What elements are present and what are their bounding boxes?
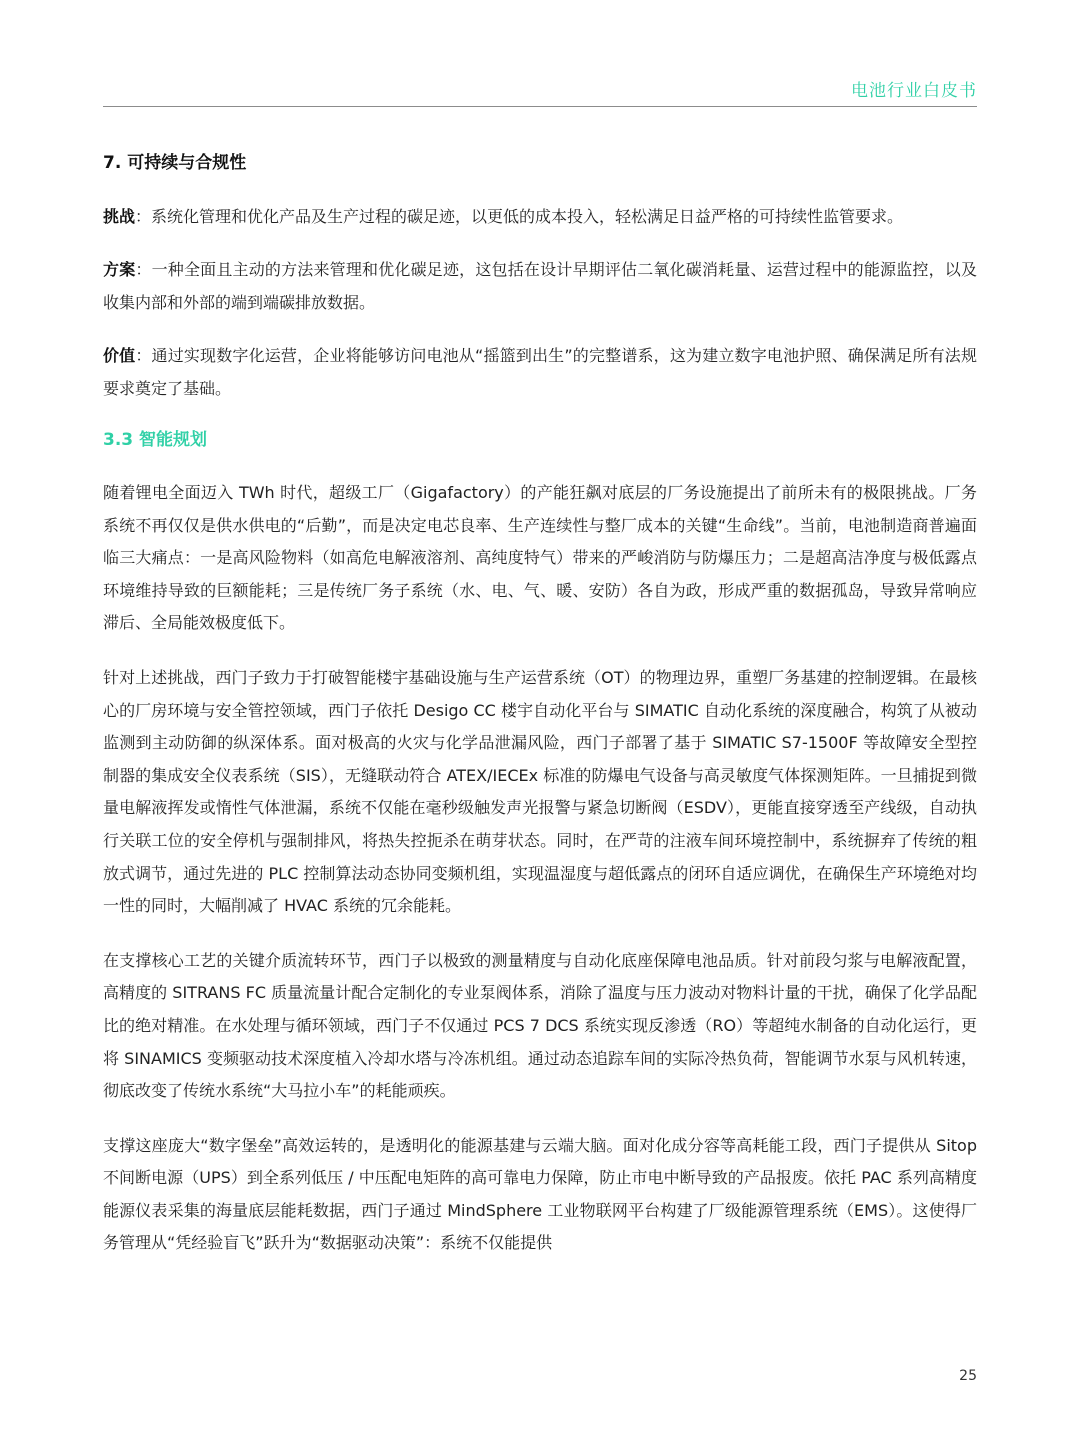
section-heading-sustainability: 7. 可持续与合规性	[103, 153, 247, 173]
body-paragraph: 随着锂电全面迈入 TWh 时代，超级工厂（Gigafactory）的产能狂飙对底层的厂务设施提出了前所未有的极限挑战。厂务系统不再仅仅是供水供电的“后勤”，而是决定电芯良率、生产连续性与整厂成本的关键“生命线”。当前，电池制造商普遍面临三大痛点：一是高风险物料（如高危电解液溶剂、高纯度特气）带来的严峻消防与防爆压力；二是超高洁净度与极低露点环境维持导致的巨额能耗；三是传统厂务子系统（水、电、气、暖、安防）各自为政，形成严重的数据孤岛，导致异常响应滞后、全局能效极度低下。	[103, 483, 977, 633]
challenge-paragraph	[103, 200, 977, 233]
solution-text: ：一种全面且主动的方法来管理和优化碳足迹，这包括在设计早期评估二氧化碳消耗量、运营过程中的能源监控，以及收集内部和外部的端到端碳排放数据。	[103, 260, 977, 312]
header-divider	[103, 106, 977, 107]
solution-paragraph	[103, 253, 977, 319]
body-paragraph: 针对上述挑战，西门子致力于打破智能楼宇基础设施与生产运营系统（OT）的物理边界，重塑厂务基建的控制逻辑。在最核心的厂房环境与安全管控领域，西门子依托 Desigo CC 楼宇自动化平台与 SIMATIC 自动化系统的深度融合，构筑了从被动监测到主动防御的纵深体系。面对极高的火灾与化学品泄漏风险，西门子部署了基于 SIMATIC S7-1500F 等故障安全型控制器的集成安全仪表系统（SIS），无缝联动符合 ATEX/IECEx 标准的防爆电气设备与高灵敏度气体探测矩阵。一旦捕捉到微量电解液挥发或惰性气体泄漏，系统不仅能在毫秒级触发声光报警与紧急切断阀（ESDV），更能直接穿透至产线级，自动执行关联工位的安全停机与强制排风，将热失控扼杀在萌芽状态。同时，在严苛的注液车间环境控制中，系统摒弃了传统的粗放式调节，通过先进的 PLC 控制算法动态协同变频机组，实现温湿度与超低露点的闭环自适应调优，在确保生产环境绝对均一性的同时，大幅削减了 HVAC 系统的冗余能耗。	[103, 667, 977, 916]
header-title: 电池行业白皮书	[851, 81, 977, 101]
page-content	[103, 148, 977, 1282]
value-paragraph	[103, 339, 977, 405]
page-number: 25	[959, 1368, 977, 1384]
solution-label: 方案	[103, 260, 136, 279]
body-paragraph: 在支撑核心工艺的关键介质流转环节，西门子以极致的测量精度与自动化底座保障电池品质。针对前段匀浆与电解液配置，高精度的 SITRANS FC 质量流量计配合定制化的专业泵阀体系，消除了温度与压力波动对物料计量的干扰，确保了化学品配比的绝对精准。在水处理与循环领域，西门子不仅通过 PCS 7 DCS 系统实现反渗透（RO）等超纯水制备的自动化运行，更将 SINAMICS 变频驱动技术深度植入冷却水塔与冷冻机组。通过动态追踪车间的实际冷热负荷，智能调节水泵与风机转速，彻底改变了传统水系统“大马拉小车”的耗能顽疾。	[103, 950, 977, 1101]
challenge-text: ：系统化管理和优化产品及生产过程的碳足迹，以更低的成本投入，轻松满足日益严格的可持续性监管要求。	[135, 207, 904, 226]
section-heading-smart-planning: 3.3 智能规划	[103, 430, 208, 450]
challenge-label: 挑战	[103, 207, 136, 226]
body-paragraph: 支撑这座庞大“数字堡垒”高效运转的，是透明化的能源基建与云端大脑。面对化成分容等高耗能工段，西门子提供从 Sitop 不间断电源（UPS）到全系列低压 / 中压配电矩阵的高可靠电力保障，防止市电中断导致的产品报废。依托 PAC 系列高精度能源仪表采集的海量底层能耗数据，西门子通过 MindSphere 工业物联网平台构建了厂级能源管理系统（EMS）。这使得厂务管理从“凭经验盲飞”跃升为“数据驱动决策”：系统不仅能提供	[103, 1135, 977, 1253]
value-label: 价值	[103, 346, 136, 365]
value-text: ：通过实现数字化运营，企业将能够访问电池从“摇篮到出生”的完整谱系，这为建立数字电池护照、确保满足所有法规要求奠定了基础。	[103, 346, 977, 398]
